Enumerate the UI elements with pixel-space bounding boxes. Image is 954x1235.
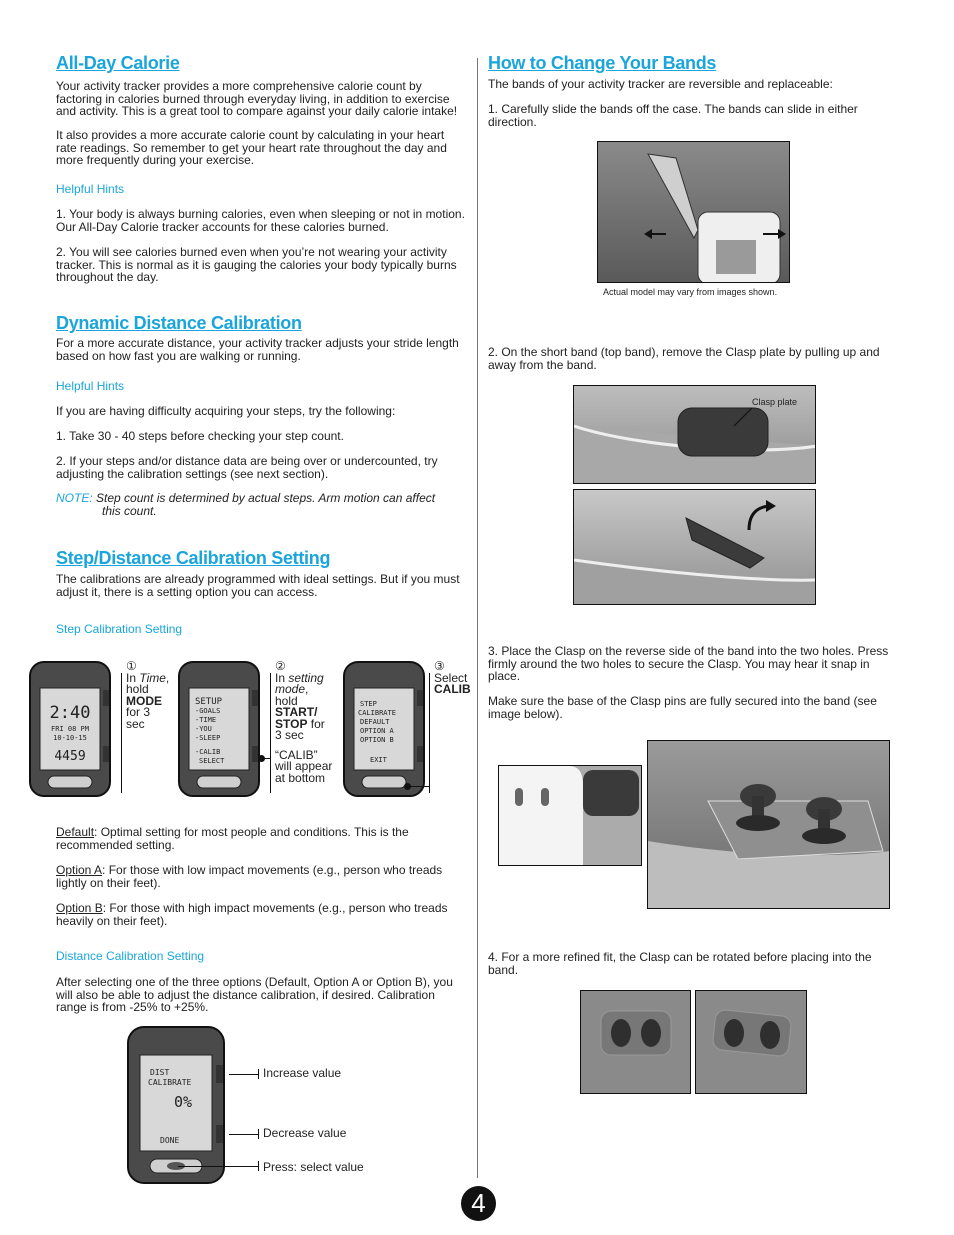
step1-num: ① (126, 659, 137, 673)
note-label: NOTE: (56, 491, 93, 505)
step2-l6: 3 sec (275, 728, 304, 742)
page-number: 4 (461, 1186, 496, 1221)
clasp-rotation-photo-2 (695, 990, 807, 1094)
screen1-l1: 2:40 (49, 703, 91, 723)
step2-pointer-dot (258, 755, 265, 762)
step-distance-heading: Step/Distance Calibration Setting (56, 548, 331, 568)
step2-l2i: mode (275, 682, 306, 696)
dist-screen-l1: DIST (150, 1068, 170, 1077)
dynamic-note (56, 492, 468, 517)
clasp-pins-photo (647, 740, 890, 909)
step2-l4: START/ (275, 705, 318, 719)
step1-l2: hold (126, 682, 149, 696)
photo-caption: Actual model may vary from images shown. (603, 287, 778, 297)
dist-screen-l3: 0% (174, 1093, 193, 1111)
distance-cal-subtitle: Distance Calibration Setting (56, 949, 205, 963)
step1-l1: In (126, 670, 140, 685)
dist-screen-l4: DONE (160, 1136, 180, 1145)
distance-cal-paragraph: After selecting one of the three options (Default, Option A or Option B), you will also be able to adjust the distance calibration, if desired. Calibration range is from -25% to +25%. (56, 975, 453, 1015)
tracker-device-time (28, 660, 113, 798)
option-b-text (56, 902, 468, 927)
screen3-l6: EXIT (370, 756, 387, 764)
step3-pointer (408, 786, 429, 787)
step-cal-subtitle: Step Calibration Setting (56, 622, 183, 636)
screen1-l4: 4459 (54, 749, 86, 764)
bands-step3: 3. Place the Clasp on the reverse side of the band into the two holes. Press firmly around the two holes to secure the Clasp. You may hear it snap in place. (488, 644, 889, 684)
step3-bracket (429, 673, 430, 793)
select-pointer (178, 1166, 259, 1167)
all-day-hint-title: Helpful Hints (56, 182, 125, 196)
option-a-label: Option A (56, 863, 103, 877)
column-divider (477, 58, 478, 1178)
tracker-device-distance (126, 1025, 226, 1185)
note-line2: this count. (102, 503, 157, 518)
step1-bracket (121, 673, 122, 793)
bands-step3b: Make sure the base of the Clasp pins are fully secured into the band (see image below). (488, 694, 877, 721)
increase-tick (258, 1069, 259, 1079)
decrease-pointer (229, 1134, 259, 1135)
default-desc: : Optimal setting for most people and conditions. This is the recommended setting. (56, 825, 409, 852)
option-a-text (56, 864, 468, 889)
clasp-plate-label: Clasp plate (752, 397, 798, 407)
dynamic-hint-title: Helpful Hints (56, 379, 125, 393)
screen2-l7: SELECT (199, 757, 225, 765)
step1-label (126, 661, 174, 730)
screen2-l5: -SLEEP (195, 734, 221, 742)
clasp-rotation-photo-1 (580, 990, 691, 1094)
bands-intro: The bands of your activity tracker are reversible and replaceable: (488, 77, 833, 91)
step2-l5e: for (307, 716, 325, 731)
clasp-plate-photo (573, 385, 816, 484)
step3-label (434, 661, 474, 696)
step2-label (275, 661, 340, 784)
screen1-l3: 10-10-15 (53, 734, 87, 742)
select-tick (258, 1161, 259, 1171)
dynamic-hint1: 1. Take 30 - 40 steps before checking your step count. (56, 429, 344, 443)
default-option-text (56, 826, 468, 851)
band-slide-photo (597, 141, 790, 283)
default-label: Default (56, 825, 95, 839)
all-day-hint1: 1. Your body is always burning calories, even when sleeping or not in motion. Our All-Day Calorie tracker accounts for these calories burned. (56, 207, 465, 234)
dynamic-hint-intro: If you are having difficulty acquiring your steps, try the following: (56, 404, 396, 418)
select-label: Press: select value (263, 1160, 364, 1174)
step2-l5: STOP (275, 716, 308, 731)
screen3-l4: OPTION A (360, 727, 394, 735)
step2-l2e: , (305, 682, 309, 696)
bands-step2: 2. On the short band (top band), remove the Clasp plate by pulling up and away from the band. (488, 345, 880, 372)
band-holes-photo (498, 765, 642, 866)
step2-l3: hold (275, 693, 298, 708)
step3-l1: Select (434, 670, 468, 685)
step2-l9: at bottom (275, 770, 326, 785)
screen3-l3: DEFAULT (360, 718, 390, 726)
step3-num: ③ (434, 659, 445, 673)
increase-pointer (229, 1074, 259, 1075)
increase-label: Increase value (263, 1066, 342, 1080)
option-b-label: Option B (56, 901, 103, 915)
decrease-tick (258, 1129, 259, 1139)
tracker-device-setup (177, 660, 262, 798)
all-day-p1: Your activity tracker provides a more comprehensive calorie count by factoring in calories burned through everyday living, in addition to exercise and activity. This is a great tool to compare against your daily calorie intake! (56, 79, 458, 119)
screen1-l2: FRI 08 PM (51, 725, 89, 733)
screen2-l3: -TIME (195, 716, 217, 724)
option-b-desc: : For those with high impact movements (e.g., person who treads heavily on their feet). (56, 901, 448, 928)
screen3-l5: OPTION B (360, 736, 394, 744)
note-line1: Step count is determined by actual steps. Arm motion can affect (96, 491, 436, 505)
screen2-l4: -YOU (195, 725, 212, 733)
step2-l8: will appear (275, 759, 333, 773)
clasp-pull-photo (573, 489, 816, 605)
step3-l2: CALIB (434, 682, 471, 696)
step1-l5: sec (126, 716, 145, 731)
screen2-l2: -GOALS (195, 707, 221, 715)
tracker-device-calibrate (342, 660, 427, 798)
dynamic-hint2: 2. If your steps and/or distance data are being over or undercounted, try adjusting the calibration settings (see next section). (56, 454, 438, 481)
step3-pointer-dot (404, 783, 411, 790)
step1-l3: MODE (126, 693, 162, 708)
screen2-l1: SETUP (195, 697, 223, 707)
step2-l1i: setting (288, 670, 324, 685)
step2-bracket (270, 673, 271, 793)
all-day-calorie-heading: All-Day Calorie (56, 53, 180, 73)
step2-l7: “CALIB” (275, 747, 318, 762)
option-a-desc: : For those with low impact movements (e.g., person who treads lightly on their feet). (56, 863, 443, 890)
step1-l1i: Time (139, 670, 166, 685)
all-day-p2: It also provides a more accurate calorie count by calculating in your heart rate readings. So remember to get your heart rate throughout the day and more frequently during your exercise. (56, 128, 447, 168)
step2-num: ② (275, 659, 286, 673)
step2-l1: In (275, 670, 289, 685)
decrease-label: Decrease value (263, 1126, 347, 1140)
all-day-hint2: 2. You will see calories burned even when you’re not wearing your activity tracker. This is normal as it is gauging the calories your body typically burns throughout the day. (56, 245, 457, 285)
bands-step1: 1. Carefully slide the bands off the case. The bands can slide in either direction. (488, 102, 858, 129)
stepcal-p1: The calibrations are already programmed with ideal settings. But if you must adjust it, there is a setting option you can access. (56, 572, 460, 599)
step1-l1e: , (165, 670, 170, 685)
screen3-l2: CALIBRATE (358, 709, 396, 717)
dist-screen-l2: CALIBRATE (148, 1078, 192, 1087)
dynamic-distance-heading: Dynamic Distance Calibration (56, 313, 302, 333)
dynamic-p1: For a more accurate distance, your activity tracker adjusts your stride length based on how fast you are walking or running. (56, 336, 459, 363)
screen3-l1: STEP (360, 700, 377, 708)
step1-l4: for 3 (126, 705, 151, 719)
bands-step4: 4. For a more refined fit, the Clasp can be rotated before placing into the band. (488, 950, 872, 977)
change-bands-heading: How to Change Your Bands (488, 53, 717, 73)
screen2-l6: -CALIB (195, 748, 221, 756)
